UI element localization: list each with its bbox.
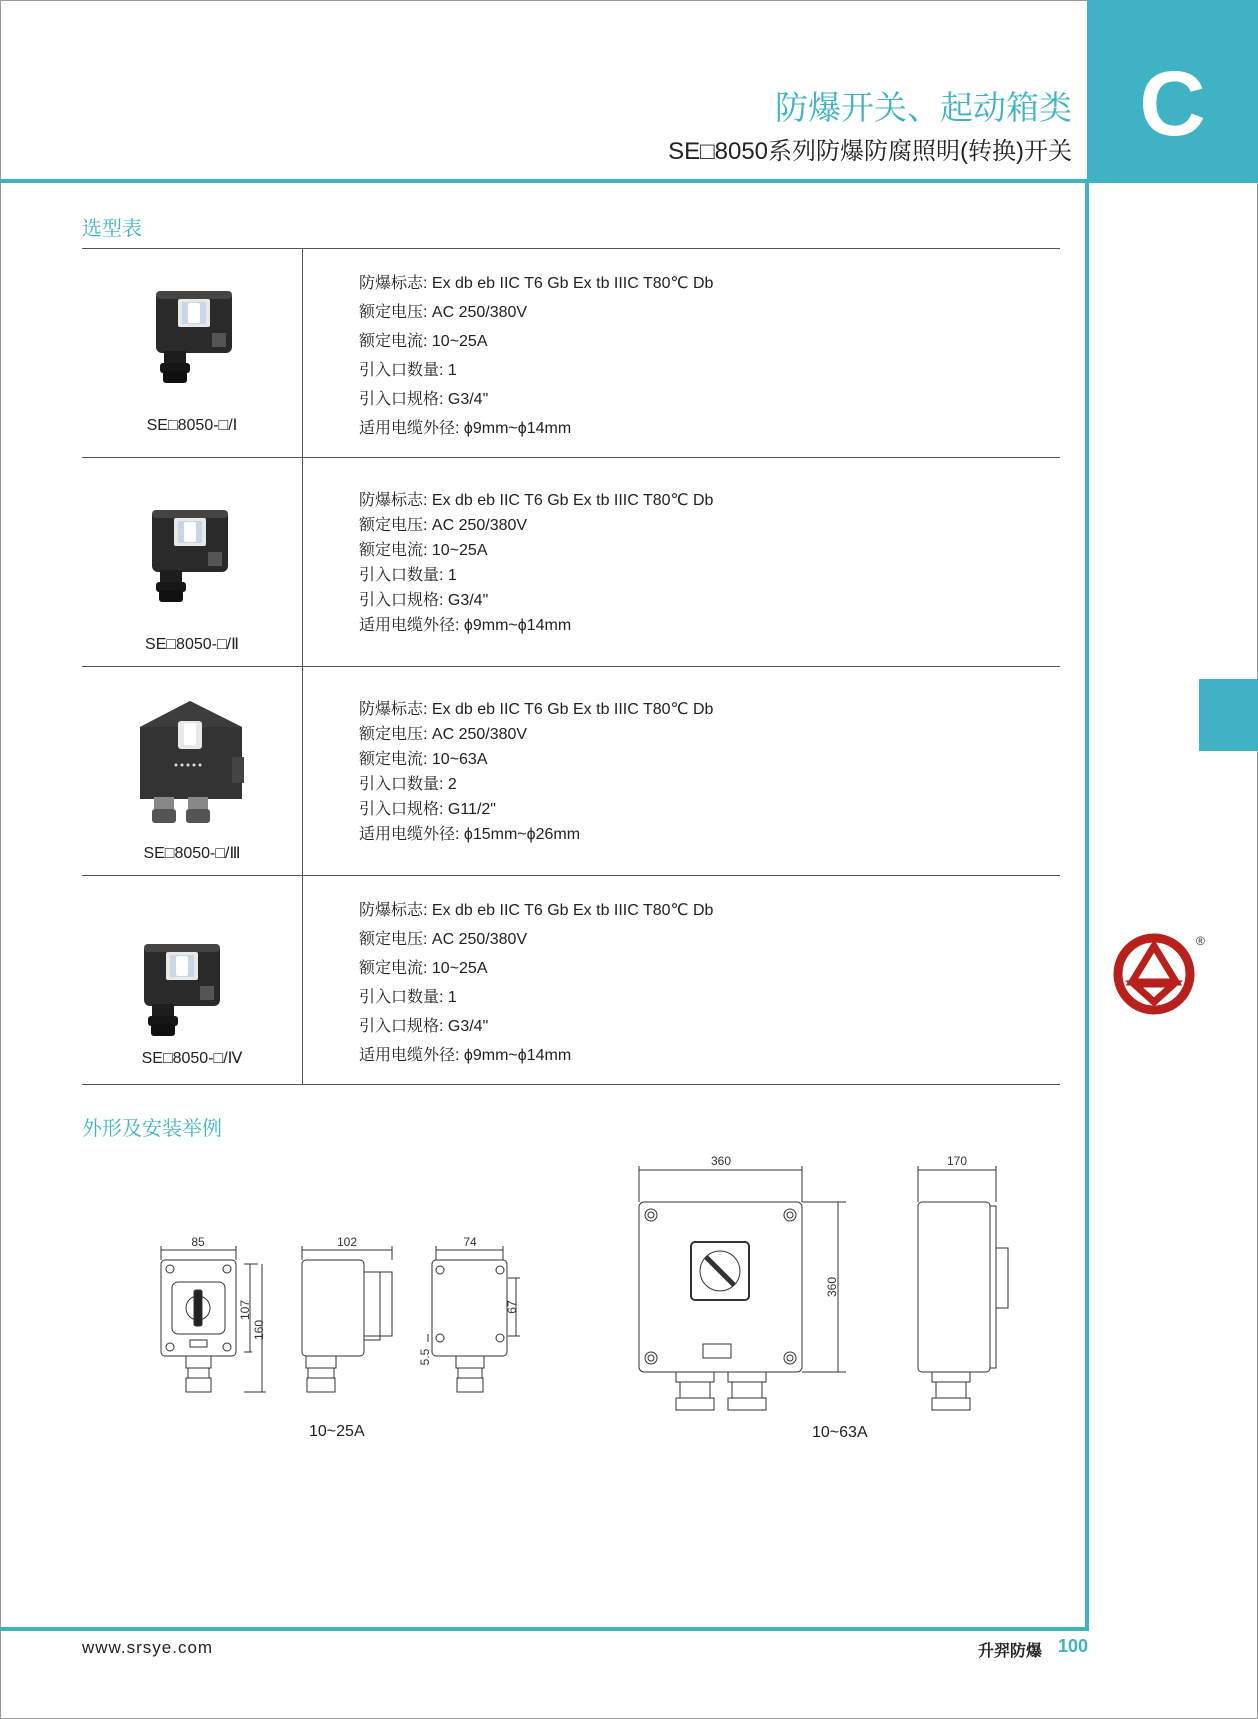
dim-side-width: 102 — [336, 1235, 358, 1249]
dim-large-width: 360 — [710, 1154, 732, 1168]
spec-line: 适用电缆外径: ϕ9mm~ϕ14mm — [359, 617, 572, 634]
drawing-caption-large: 10~63A — [812, 1424, 868, 1441]
small-back-view — [418, 1235, 520, 1392]
dim-back-height: 67 — [505, 1300, 519, 1314]
spec-line: 引入口数量: 1 — [359, 989, 457, 1006]
large-front-view — [639, 1154, 846, 1410]
footer-brand: 升羿防爆 — [977, 1643, 1042, 1660]
spec-line: 防爆标志: Ex db eb IIC T6 Gb Ex tb IIIC T80℃ Db — [359, 701, 714, 718]
spec-line: 适用电缆外径: ϕ15mm~ϕ26mm — [359, 826, 581, 843]
product-model: SE□8050-□/Ⅱ — [145, 636, 239, 653]
spec-line: 额定电压: AC 250/380V — [359, 304, 528, 321]
spec-line: 引入口规格: G3/4" — [359, 391, 489, 408]
page-title: 防爆开关、起动箱类 — [775, 89, 1072, 126]
spec-line: 防爆标志: Ex db eb IIC T6 Gb Ex tb IIIC T80℃ Db — [359, 492, 714, 509]
product-image-small-switch — [136, 938, 228, 1038]
spec-line: 额定电流: 10~25A — [359, 960, 488, 977]
spec-line: 引入口规格: G11/2" — [359, 801, 496, 818]
spec-line: 防爆标志: Ex db eb IIC T6 Gb Ex tb IIIC T80℃ Db — [359, 902, 714, 919]
column-divider — [302, 667, 303, 875]
product-model: SE□8050-□/Ⅰ — [146, 417, 238, 434]
table-row — [82, 248, 1060, 457]
brand-logo — [1112, 932, 1196, 1016]
column-divider — [302, 458, 303, 666]
footer-url[interactable]: www.srsye.com — [82, 1638, 214, 1657]
spec-line: 引入口数量: 2 — [359, 776, 457, 793]
drawing-caption-small: 10~25A — [309, 1423, 365, 1440]
section-title-outline: 外形及安装举例 — [82, 1118, 222, 1140]
registered-mark: ® — [1196, 934, 1205, 948]
dim-large-height: 360 — [825, 1276, 839, 1298]
product-image-small-switch — [148, 285, 240, 385]
page-number: 100 — [1057, 1636, 1088, 1656]
small-front-view — [161, 1235, 266, 1392]
small-side-view — [302, 1235, 392, 1392]
spec-line: 额定电流: 10~63A — [359, 751, 488, 768]
spec-line: 引入口数量: 1 — [359, 567, 457, 584]
outline-drawings — [0, 1140, 1080, 1470]
spec-line: 引入口规格: G3/4" — [359, 1018, 489, 1035]
dim-front-width: 85 — [191, 1235, 205, 1249]
selection-table — [82, 248, 1060, 1085]
dim-large-side-width: 170 — [946, 1154, 968, 1168]
spec-line: 适用电缆外径: ϕ9mm~ϕ14mm — [359, 1047, 572, 1064]
spec-line: 引入口规格: G3/4" — [359, 592, 489, 609]
product-specs — [359, 269, 713, 443]
column-divider — [302, 876, 303, 1084]
product-model: SE□8050-□/Ⅲ — [143, 845, 241, 862]
chapter-letter: C — [1139, 53, 1206, 155]
spec-line: 额定电流: 10~25A — [359, 542, 488, 559]
footer-rule — [0, 1627, 1089, 1631]
dim-back-width: 74 — [463, 1235, 477, 1249]
table-row — [82, 875, 1060, 1085]
large-side-view — [918, 1154, 1008, 1410]
product-specs — [359, 697, 713, 847]
spec-line: 额定电压: AC 250/380V — [359, 931, 528, 948]
dim-front-inner-height: 107 — [238, 1299, 252, 1321]
product-specs — [359, 896, 713, 1070]
spec-line: 额定电压: AC 250/380V — [359, 517, 528, 534]
spec-line: 防爆标志: Ex db eb IIC T6 Gb Ex tb IIIC T80℃ Db — [359, 275, 714, 292]
spec-line: 引入口数量: 1 — [359, 362, 457, 379]
product-model: SE□8050-□/Ⅳ — [141, 1050, 243, 1067]
section-title-selection: 选型表 — [82, 218, 142, 240]
spec-line: 适用电缆外径: ϕ9mm~ϕ14mm — [359, 420, 572, 437]
product-specs — [359, 488, 713, 638]
spec-line: 额定电流: 10~25A — [359, 333, 488, 350]
product-image-small-switch — [144, 504, 236, 604]
header-rule — [0, 179, 1091, 183]
product-image-large-switch — [130, 699, 246, 829]
page-subtitle: SE□8050系列防爆防腐照明(转换)开关 — [668, 138, 1072, 165]
side-tab-marker — [1199, 679, 1258, 751]
table-row — [82, 666, 1060, 875]
table-row — [82, 457, 1060, 666]
right-rule — [1085, 179, 1089, 1631]
dim-front-height: 160 — [252, 1319, 266, 1341]
dim-hole: 5.5 — [418, 1348, 432, 1366]
column-divider — [302, 249, 303, 457]
spec-line: 额定电压: AC 250/380V — [359, 726, 528, 743]
